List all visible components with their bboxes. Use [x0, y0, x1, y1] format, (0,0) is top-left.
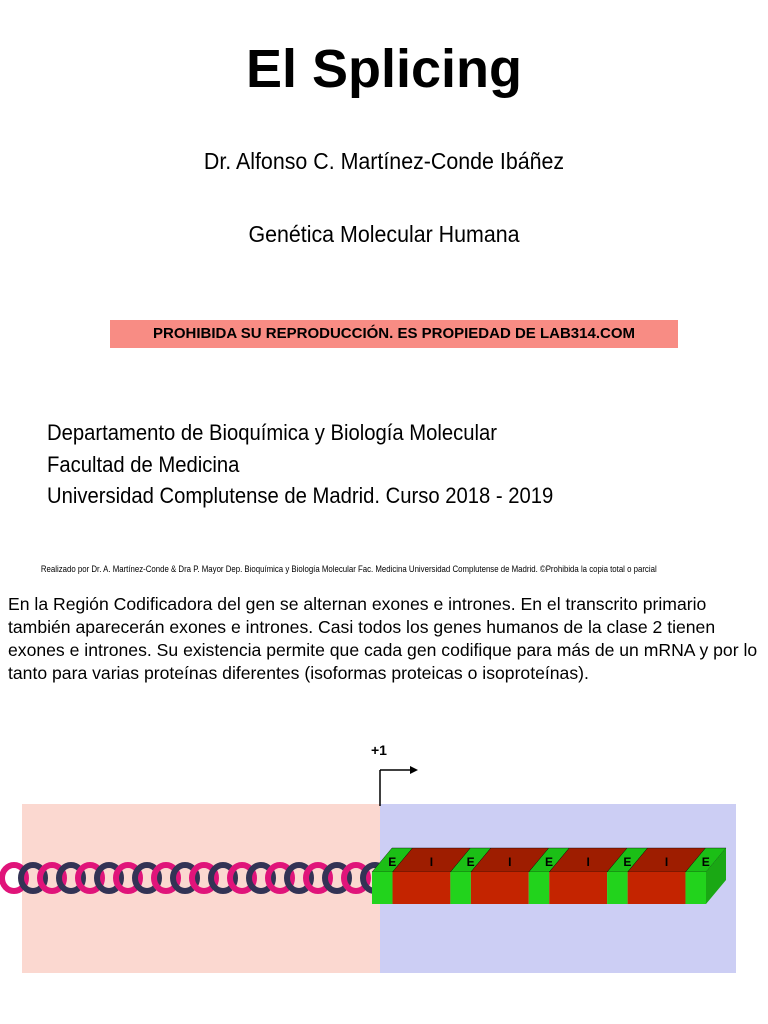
gene-bar — [372, 848, 726, 904]
copyright-banner: PROHIBIDA SU REPRODUCCIÓN. ES PROPIEDAD DE LAB314.COM — [110, 320, 678, 348]
course-subject: Genética Molecular Humana — [248, 221, 520, 247]
gene-structure-diagram — [0, 760, 768, 1024]
dna-double-helix — [2, 865, 387, 891]
credit-line: Realizado por Dr. A. Martínez-Conde & Dra P. Mayor Dep. Bioquímica y Biología Molecular Fac. Medicina Universidad Complutense de Madrid. ©Prohibida la copia total o parcial — [40, 564, 657, 574]
transcription-start-arrow — [380, 766, 418, 806]
page-title: El Splicing — [245, 39, 523, 99]
author-name: Dr. Alfonso C. Martínez-Conde Ibáñez — [203, 148, 565, 174]
department-line: Departamento de Bioquímica y Biología Molecular — [47, 420, 498, 445]
intron-label: I — [508, 855, 512, 869]
exon-label: E — [388, 855, 397, 869]
transcription-start-label: +1 — [371, 742, 387, 758]
faculty-line: Facultad de Medicina — [47, 452, 240, 477]
intro-paragraph: En la Región Codificadora del gen se alternan exones e intrones. En el transcrito primario también aparecerán exones e intrones. Casi todos los genes humanos de la clase 2 tienen exones e intrones. Su existencia permite que cada gen codifique para más de un mRNA y por lo tanto para varias proteínas diferentes (isoformas proteicas o isoproteínas). — [8, 594, 758, 683]
exon-label: E — [544, 855, 554, 869]
intron-label: I — [429, 855, 434, 869]
university-line: Universidad Complutense de Madrid. Curso 2018 - 2019 — [47, 483, 554, 508]
exon-label: E — [466, 855, 475, 869]
exon-label: E — [623, 855, 632, 869]
intron-label: I — [664, 855, 669, 869]
exon-label: E — [701, 855, 710, 869]
intron-label: I — [586, 855, 590, 869]
